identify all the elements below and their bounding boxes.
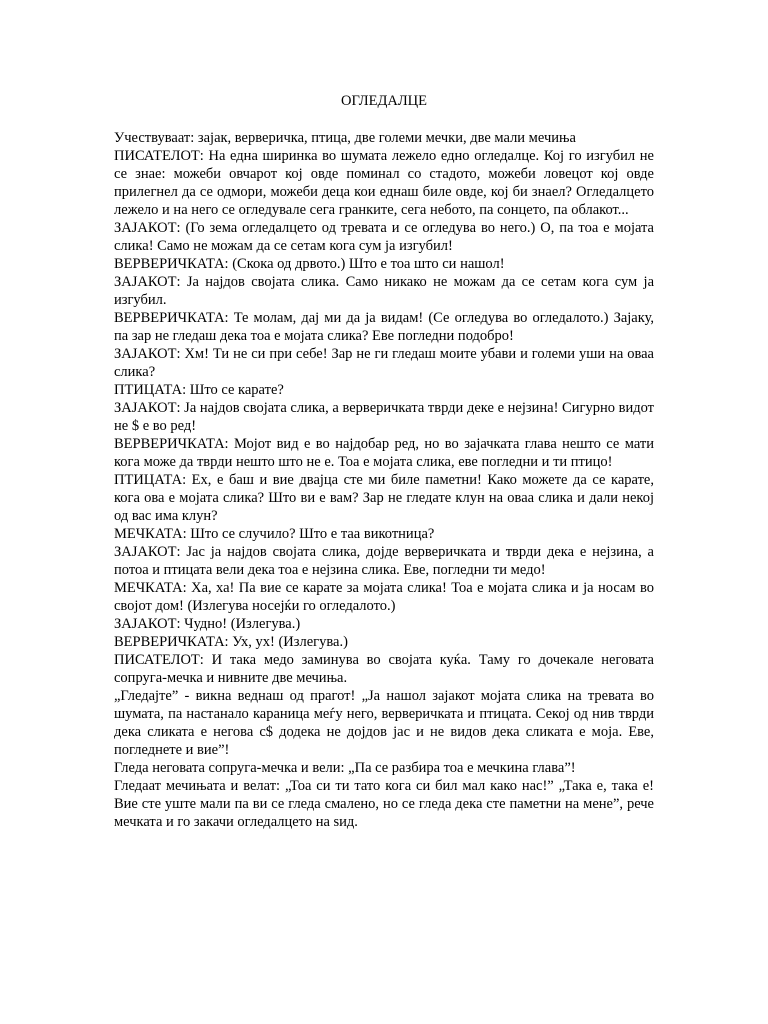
paragraph-squirrel-2: ВЕРВЕРИЧКАТА: Те молам, дај ми да ја видам! (Се огледува во огледалото.) Зајаку, па зар не гледаш дека тоа е мојата слика? Еве погледни подобро! — [114, 310, 654, 344]
paragraph-bear-1: МЕЧКАТА: Што се случило? Што е таа викотница? — [114, 526, 435, 542]
paragraph-writer-2: ПИСАТЕЛОТ: И така медо заминува во својата куќа. Таму го дочекале неговата сопруга-мечка и нивните две мечиња. — [114, 652, 654, 686]
paragraph-squirrel-1: ВЕРВЕРИЧКАТА: (Скока од дрвото.) Што е тоа што си нашол! — [114, 256, 505, 272]
paragraph-rabbit-6: ЗАЈАКОТ: Чудно! (Излегува.) — [114, 616, 301, 632]
paragraph-squirrel-4: ВЕРВЕРИЧКАТА: Ух, ух! (Излегува.) — [114, 634, 348, 650]
paragraph-rabbit-1: ЗАЈАКОТ: (Го зема огледалцето од тревата и се огледува во него.) О, па тоа е мојата слика! Само не можам да се сетам кога сум ја изгубил! — [114, 220, 654, 254]
document-title: ОГЛЕДАЛЦЕ — [341, 93, 427, 109]
paragraph-bear-home: „Гледајте” - викна веднаш од прагот! „Ја нашол зајакот мојата слика на тревата во шумата, па настанало караница меѓу него, верверичката и птицата. Секој од нив тврди дека сликата е негова с$ додека не дојдов јас и не видов дека сликата е моја. Еве, погледнете и вие”! — [114, 688, 654, 758]
paragraph-rabbit-4: ЗАЈАКОТ: Ја најдов својата слика, а верверичката тврди деке е нејзина! Сигурно видот не $ е во ред! — [114, 400, 654, 434]
paragraph-bird-1: ПТИЦАТА: Што се карате? — [114, 382, 284, 398]
document-body — [114, 129, 654, 831]
paragraph-bear-2: МЕЧКАТА: Ха, ха! Па вие се карате за мојата слика! Тоа е мојата слика и ја носам во својот дом! (Излегува носејќи го огледалото.) — [114, 580, 654, 614]
paragraph-writer-intro: ПИСАТЕЛОТ: На една ширинка во шумата лежело едно огледалце. Кој го изгубил не се знае: можеби овчарот кој овде поминал со стадото, можеби ловецот кој овде прилегнел да се одмори, можеби деца кои еднаш биле овде, кој би знаел? Огледалцето лежело и на него се огледувале сега гранките, сега небото, па сонцето, па облакот... — [114, 148, 654, 218]
paragraph-participants: Учествуваат: зајак, верверичка, птица, две големи мечки, две мали мечиња — [114, 130, 576, 146]
paragraph-rabbit-5: ЗАЈАКОТ: Јас ја најдов својата слика, дојде верверичката и тврди дека е нејзина, а потоа и птицата вели дека тоа е нејзина слика. Еве, погледни ти медо! — [114, 544, 654, 578]
paragraph-rabbit-3: ЗАЈАКОТ: Хм! Ти не си при себе! Зар не ги гледаш моите убави и големи уши на оваа слика? — [114, 346, 654, 380]
paragraph-cubs: Гледаат мечињата и велат: „Тоа си ти тато кога си бил мал како нас!” „Така е, така е! Вие сте уште мали па ви се гледа смалено, но се гледа дека сте паметни на мене”, рече мечката и го закачи огледалцето на ѕид. — [114, 778, 654, 830]
paragraph-bird-2: ПТИЦАТА: Ех, е баш и вие двајца сте ми биле паметни! Како можете да се карате, кога ова е мојата слика? Што ви е вам? Зар не гледате клун на оваа слика и дали некој од вас има клун? — [114, 472, 654, 524]
paragraph-wife-bear: Гледа неговата сопруга-мечка и вели: „Па се разбира тоа е мечкина глава”! — [114, 760, 576, 776]
paragraph-squirrel-3: ВЕРВЕРИЧКАТА: Мојот вид е во најдобар ред, но во зајачката глава нешто се мати кога може да тврди нешто што не е. Тоа е мојата слика, еве погледни и ти птицо! — [114, 436, 654, 470]
document-page — [114, 92, 654, 831]
paragraph-rabbit-2: ЗАЈАКОТ: Ја најдов својата слика. Само никако не можам да се сетам кога сум ја изгубил. — [114, 274, 654, 308]
